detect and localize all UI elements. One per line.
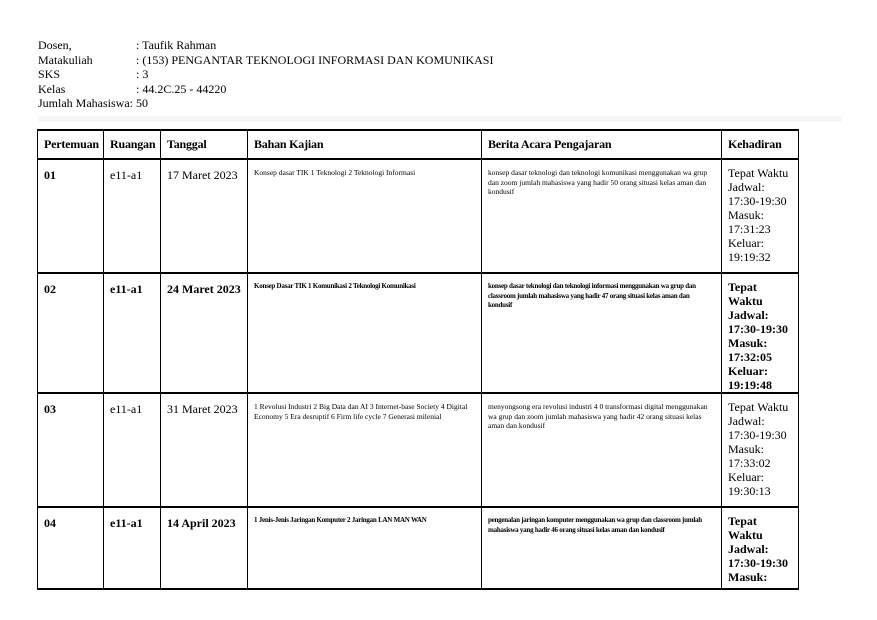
meeting-number: 03 [38, 393, 104, 507]
jumlah-row [38, 96, 493, 111]
topic: 1 Revolusi Industri 2 Big Data dan AI 3 Internet-base Society 4 Digital Economy 5 Era desruptif 6 Firm life cycle 7 Generasi milenial [248, 393, 482, 507]
dosen-row [38, 38, 493, 53]
attendance-status: Tepat Waktu [728, 280, 763, 308]
check-out-label: Keluar: [728, 470, 764, 484]
check-in-label: Masuk: [728, 336, 768, 350]
topic: Konsep dasar TIK 1 Teknologi 2 Teknologi Informasi [248, 159, 482, 273]
header-berita-acara: Berita Acara Pengajaran [482, 130, 722, 159]
check-out-time: 19:19:48 [728, 378, 772, 392]
check-out-label: Keluar: [728, 236, 764, 250]
header-kehadiran: Kehadiran [722, 130, 799, 159]
room: e11-a1 [104, 507, 161, 589]
check-out-label: Keluar: [728, 364, 768, 378]
room: e11-a1 [104, 273, 161, 393]
header-pertemuan: Pertemuan [38, 130, 104, 159]
attendance-table [37, 129, 799, 590]
dosen-value: : Taufik Rahman [136, 38, 217, 52]
lecture-info [38, 38, 493, 111]
schedule-label: Jadwal: [728, 414, 765, 428]
room: e11-a1 [104, 159, 161, 273]
sks-row [38, 67, 493, 82]
jumlah-value: : 50 [129, 96, 148, 110]
matakuliah-row [38, 53, 493, 68]
check-in-time: 17:33:02 [728, 456, 771, 470]
date: 17 Maret 2023 [161, 159, 248, 273]
check-out-time: 19:19:32 [728, 250, 771, 264]
schedule-time: 17:30-19:30 [728, 428, 787, 442]
header-tanggal: Tanggal [161, 130, 248, 159]
date: 24 Maret 2023 [161, 273, 248, 393]
check-out-time: 19:30:13 [728, 484, 771, 498]
room: e11-a1 [104, 393, 161, 507]
schedule-time: 17:30-19:30 [728, 194, 787, 208]
teaching-report: konsep dasar teknologi dan teknologi informasi menggunakan wa grup dan classroom jumlah mahasiswa yang hadir 47 orang situasi kelas aman dan kondusif [482, 273, 722, 393]
attendance [722, 393, 799, 507]
attendance [722, 507, 799, 589]
topic: 1 Jenis-Jenis Jaringan Komputer 2 Jaringan LAN MAN WAN [248, 507, 482, 589]
topic: Konsep Dasar TIK 1 Komunikasi 2 Teknologi Komunikasi [248, 273, 482, 393]
header-bahan-kajian: Bahan Kajian [248, 130, 482, 159]
kelas-row [38, 82, 493, 97]
teaching-report: pengenalan jaringan komputer menggunakan wa grup dan classroom jumlah mahasiswa yang hadir 46 orang situasi kelas aman dan kondusif [482, 507, 722, 589]
schedule-label: Jadwal: [728, 308, 769, 322]
schedule-time: 17:30-19:30 [728, 322, 788, 336]
meeting-number: 02 [38, 273, 104, 393]
header-ruangan: Ruangan [104, 130, 161, 159]
check-in-time: 17:32:05 [728, 350, 772, 364]
meeting-number: 04 [38, 507, 104, 589]
sks-label: SKS [38, 67, 61, 81]
schedule-label: Jadwal: [728, 180, 765, 194]
schedule-label: Jadwal: [728, 542, 769, 556]
table-row [38, 159, 799, 273]
attendance-status: Tepat Waktu [728, 514, 763, 542]
matakuliah-label: Matakuliah [38, 52, 93, 67]
teaching-report: menyongsong era revolusi industri 4 0 transformasi digital menggunakan wa grup dan zoom jumlah mahasiswa yang hadir 42 orang situasi kelas aman dan kondusif [482, 393, 722, 507]
kelas-label: Kelas [38, 81, 66, 96]
check-in-label: Masuk: [728, 208, 764, 222]
attendance-status: Tepat Waktu [728, 166, 789, 180]
matakuliah-value: : (153) PENGANTAR TEKNOLOGI INFORMASI DAN KOMUNIKASI [136, 52, 494, 67]
date: 31 Maret 2023 [161, 393, 248, 507]
date: 14 April 2023 [161, 507, 248, 589]
sks-value: : 3 [136, 67, 149, 81]
meeting-number: 01 [38, 159, 104, 273]
table-row [38, 393, 799, 507]
schedule-time: 17:30-19:30 [728, 556, 788, 570]
jumlah-label: Jumlah Mahasiswa [38, 96, 130, 110]
table-header-row [38, 130, 799, 159]
dosen-label: Dosen, [38, 38, 72, 52]
attendance [722, 273, 799, 393]
kelas-value: : 44.2C.25 - 44220 [136, 81, 227, 96]
attendance-status: Tepat Waktu [728, 400, 789, 414]
check-in-time: 17:31:23 [728, 222, 771, 236]
divider [38, 116, 842, 122]
attendance [722, 159, 799, 273]
table-row [38, 507, 799, 589]
table-row [38, 273, 799, 393]
check-in-label: Masuk: [728, 570, 768, 584]
check-in-label: Masuk: [728, 442, 764, 456]
teaching-report: konsep dasar teknologi dan teknologi komunikasi menggunakan wa grup dan zoom jumlah mahasiswa yang hadir 50 orang situasi kelas aman dan kondusif [482, 159, 722, 273]
